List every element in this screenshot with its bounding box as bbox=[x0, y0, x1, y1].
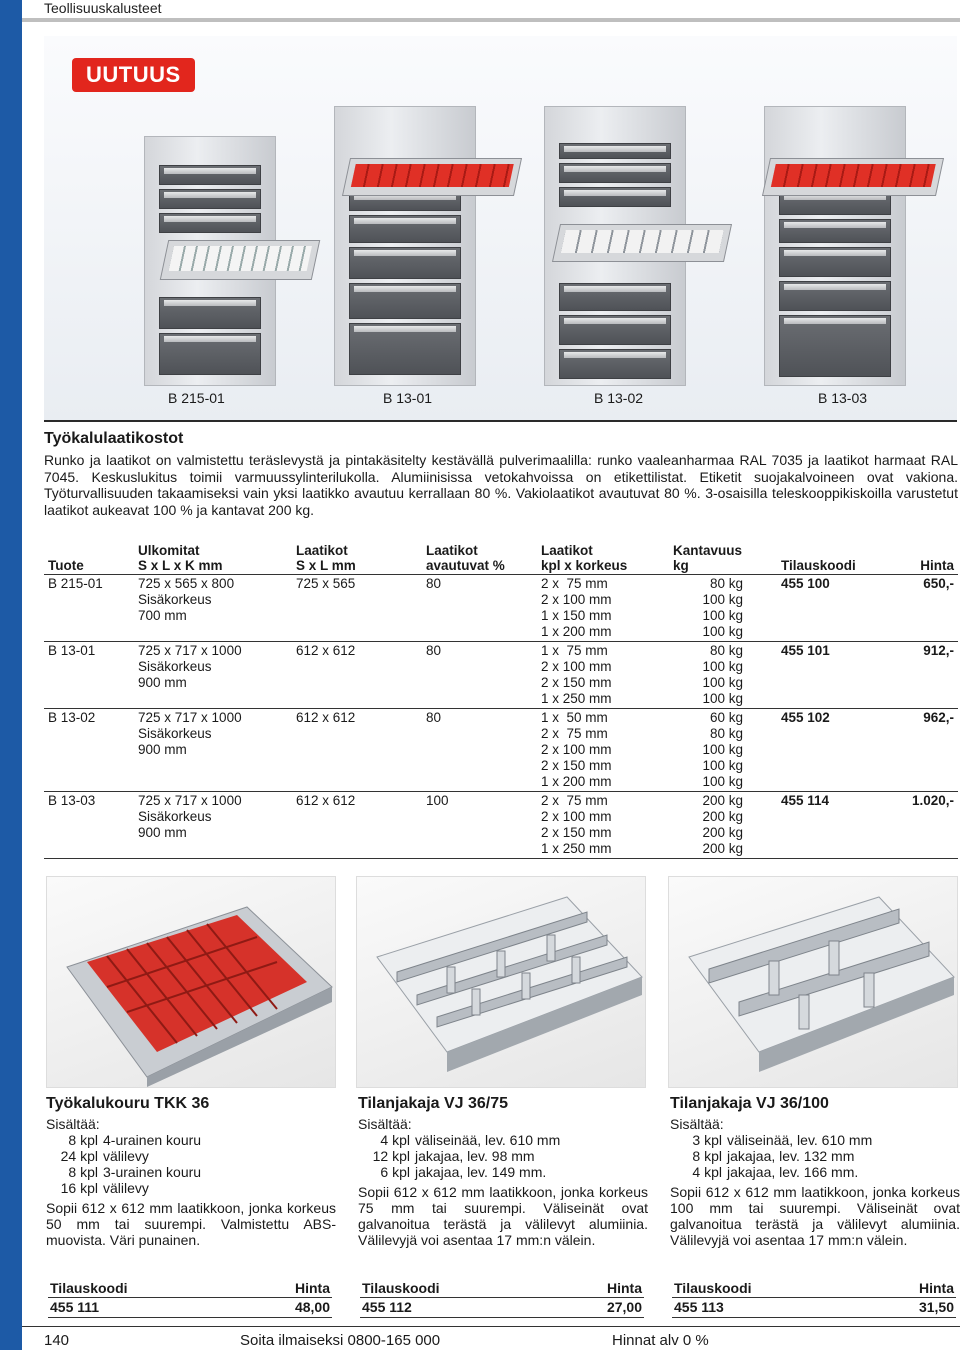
table-row bbox=[44, 575, 958, 642]
order-code-cell: 455 102 bbox=[777, 709, 873, 792]
column-header: Laatikot S x L mm bbox=[292, 544, 422, 575]
outer-dimensions-cell: 725 x 717 x 1000 Sisäkorkeus 900 mm bbox=[134, 709, 292, 792]
item-quantity: 12 kpl bbox=[372, 1148, 410, 1164]
item-quantity: 6 kpl bbox=[380, 1164, 410, 1180]
order-code: 455 111 bbox=[50, 1299, 100, 1315]
table-row bbox=[44, 709, 958, 792]
list-item bbox=[46, 1132, 336, 1148]
section-heading: Työkalulaatikostot bbox=[44, 430, 184, 447]
order-box-tkk-36 bbox=[48, 1280, 332, 1318]
phone-note: Soita ilmaiseksi 0800-165 000 bbox=[240, 1332, 441, 1349]
price: 27,00 bbox=[606, 1299, 642, 1315]
accessory-title: Tilanjakaja VJ 36/75 bbox=[358, 1095, 509, 1112]
contains-label: Sisältää: bbox=[670, 1116, 724, 1132]
column-header: Laatikot avautuvat % bbox=[422, 544, 537, 575]
opening-cell: 80 bbox=[422, 575, 537, 642]
drawer-size-cell: 612 x 612 bbox=[292, 709, 422, 792]
cabinet-b13-01 bbox=[334, 106, 476, 386]
accessory-description: Sopii 612 x 612 mm laatikkoon, jonka korkeus 100 mm tai suurempi. Väliseinät ovat galvanoitua terästä ja välilevyt alumiinia. Välilevyjä voi asentaa 17 mm:n välein. bbox=[670, 1184, 960, 1248]
new-badge: UUTUUS bbox=[72, 58, 195, 92]
price-cell: 1.020,- bbox=[873, 792, 958, 859]
item-text: jakajaa, lev. 132 mm bbox=[727, 1148, 855, 1164]
list-item bbox=[46, 1180, 336, 1196]
item-text: väliseinää, lev. 610 mm bbox=[727, 1132, 873, 1148]
list-item bbox=[670, 1148, 960, 1164]
column-header: Tuote bbox=[44, 544, 134, 575]
price-label: Hinta bbox=[919, 1280, 954, 1296]
order-box-vj-36-100 bbox=[672, 1280, 956, 1318]
price: 31,50 bbox=[918, 1299, 954, 1315]
accessory-title: Työkalukouru TKK 36 bbox=[46, 1095, 210, 1112]
product-cell: B 215-01 bbox=[44, 575, 134, 642]
opening-cell: 80 bbox=[422, 642, 537, 709]
item-quantity: 4 kpl bbox=[380, 1132, 410, 1148]
list-item bbox=[358, 1148, 648, 1164]
price-cell: 650,- bbox=[873, 575, 958, 642]
list-item bbox=[358, 1164, 648, 1180]
drawer-size-cell: 612 x 612 bbox=[292, 792, 422, 859]
item-text: välilevy bbox=[103, 1148, 149, 1164]
load-cell: 80 kg 100 kg 100 kg 100 kg bbox=[669, 642, 777, 709]
accessory-vj-36-75 bbox=[358, 1096, 648, 1248]
item-text: jakajaa, lev. 166 mm. bbox=[727, 1164, 859, 1180]
list-item bbox=[358, 1132, 648, 1148]
item-text: väliseinää, lev. 610 mm bbox=[415, 1132, 561, 1148]
order-code-cell: 455 100 bbox=[777, 575, 873, 642]
load-cell: 200 kg 200 kg 200 kg 200 kg bbox=[669, 792, 777, 859]
price-label: Hinta bbox=[295, 1280, 330, 1296]
contains-label: Sisältää: bbox=[46, 1116, 100, 1132]
column-header: Ulkomitat S x L x K mm bbox=[134, 544, 292, 575]
item-quantity: 4 kpl bbox=[692, 1164, 722, 1180]
item-quantity: 8 kpl bbox=[692, 1148, 722, 1164]
order-code-label: Tilauskoodi bbox=[50, 1280, 128, 1296]
accessory-items bbox=[46, 1132, 336, 1196]
outer-dimensions-cell: 725 x 565 x 800 Sisäkorkeus 700 mm bbox=[134, 575, 292, 642]
header-rule bbox=[22, 18, 960, 22]
opening-cell: 100 bbox=[422, 792, 537, 859]
caption-b215-01: B 215-01 bbox=[168, 390, 225, 406]
accessory-items bbox=[358, 1132, 648, 1180]
item-quantity: 8 kpl bbox=[68, 1164, 98, 1180]
item-text: 3-urainen kouru bbox=[103, 1164, 202, 1180]
caption-b13-02: B 13-02 bbox=[594, 390, 644, 406]
drawers-cell: 2 x 75 mm 2 x 100 mm 2 x 150 mm 1 x 250 mm bbox=[537, 792, 669, 859]
column-header: Tilauskoodi bbox=[777, 544, 873, 575]
order-code: 455 112 bbox=[362, 1299, 412, 1315]
drawer-size-cell: 725 x 565 bbox=[292, 575, 422, 642]
footer-rule bbox=[22, 1326, 960, 1327]
order-box-vj-36-75 bbox=[360, 1280, 644, 1318]
caption-b13-01: B 13-01 bbox=[383, 390, 433, 406]
caption-b13-03: B 13-03 bbox=[818, 390, 868, 406]
item-text: jakajaa, lev. 98 mm bbox=[415, 1148, 535, 1164]
item-text: jakajaa, lev. 149 mm. bbox=[415, 1164, 547, 1180]
order-code-label: Tilauskoodi bbox=[674, 1280, 752, 1296]
accessory-tkk-36 bbox=[46, 1096, 336, 1248]
list-item bbox=[670, 1132, 960, 1148]
photo-tkk-36 bbox=[46, 876, 336, 1088]
outer-dimensions-cell: 725 x 717 x 1000 Sisäkorkeus 900 mm bbox=[134, 792, 292, 859]
table-row bbox=[44, 792, 958, 859]
column-header: Laatikot kpl x korkeus bbox=[537, 544, 669, 575]
photo-vj-36-75 bbox=[356, 876, 646, 1088]
item-text: välilevy bbox=[103, 1180, 149, 1196]
accessory-items bbox=[670, 1132, 960, 1180]
product-cell: B 13-02 bbox=[44, 709, 134, 792]
drawers-cell: 1 x 50 mm 2 x 75 mm 2 x 100 mm 2 x 150 mm 1 x 200 mm bbox=[537, 709, 669, 792]
section-title: Teollisuuskalusteet bbox=[44, 0, 162, 16]
price-label: Hinta bbox=[607, 1280, 642, 1296]
table-row bbox=[44, 642, 958, 709]
list-item bbox=[46, 1148, 336, 1164]
order-code-cell: 455 101 bbox=[777, 642, 873, 709]
side-color-bar bbox=[0, 0, 22, 1350]
drawers-cell: 1 x 75 mm 2 x 100 mm 2 x 150 mm 1 x 250 mm bbox=[537, 642, 669, 709]
price: 48,00 bbox=[294, 1299, 330, 1315]
outer-dimensions-cell: 725 x 717 x 1000 Sisäkorkeus 900 mm bbox=[134, 642, 292, 709]
load-cell: 60 kg 80 kg 100 kg 100 kg 100 kg bbox=[669, 709, 777, 792]
list-item bbox=[670, 1164, 960, 1180]
product-cell: B 13-03 bbox=[44, 792, 134, 859]
accessory-description: Sopii 612 x 612 mm laatikkoon, jonka korkeus 50 mm tai suurempi. Valmistettu ABS-muovista. Väri punainen. bbox=[46, 1200, 336, 1248]
drawer-size-cell: 612 x 612 bbox=[292, 642, 422, 709]
item-quantity: 16 kpl bbox=[60, 1180, 98, 1196]
item-text: 4-urainen kouru bbox=[103, 1132, 202, 1148]
list-item bbox=[46, 1164, 336, 1180]
cabinet-b13-03 bbox=[764, 106, 906, 386]
contains-label: Sisältää: bbox=[358, 1116, 412, 1132]
photo-vj-36-100 bbox=[668, 876, 958, 1088]
intro-paragraph: Runko ja laatikot on valmistettu teräslevystä ja pintakäsitelty kestävällä pulverimaalilla: runko vaaleanharmaa RAL 7035 ja laatikot harmaat RAL 7045. Keskuslukitus toimii varmuussylinterilukolla. Alumiinisissa vetokahvoissa on etikettilistat. Etiketit suojakalvoineen ovat vakiona. Työturvallisuuden takaamiseksi vain yksi laatikko avautuu kerrallaan 80 %. Vakiolaatikot avautuvat 80 %. 3-osaisilla teleskooppikiskoilla varustetut laatikot aukeavat 100 % ja kantavat 200 kg. bbox=[44, 452, 958, 518]
order-code-cell: 455 114 bbox=[777, 792, 873, 859]
opening-cell: 80 bbox=[422, 709, 537, 792]
price-cell: 962,- bbox=[873, 709, 958, 792]
item-quantity: 24 kpl bbox=[60, 1148, 98, 1164]
vat-note: Hinnat alv 0 % bbox=[612, 1332, 709, 1349]
order-code-label: Tilauskoodi bbox=[362, 1280, 440, 1296]
column-header: Hinta bbox=[873, 544, 958, 575]
load-cell: 80 kg 100 kg 100 kg 100 kg bbox=[669, 575, 777, 642]
item-quantity: 3 kpl bbox=[692, 1132, 722, 1148]
page-number: 140 bbox=[44, 1332, 70, 1349]
product-hero-image bbox=[44, 36, 957, 422]
accessory-title: Tilanjakaja VJ 36/100 bbox=[670, 1095, 829, 1112]
drawers-cell: 2 x 75 mm 2 x 100 mm 1 x 150 mm 1 x 200 mm bbox=[537, 575, 669, 642]
price-cell: 912,- bbox=[873, 642, 958, 709]
product-cell: B 13-01 bbox=[44, 642, 134, 709]
spec-table bbox=[44, 544, 958, 859]
item-quantity: 8 kpl bbox=[68, 1132, 98, 1148]
column-header: Kantavuus kg bbox=[669, 544, 777, 575]
accessory-vj-36-100 bbox=[670, 1096, 960, 1248]
order-code: 455 113 bbox=[674, 1299, 724, 1315]
accessory-description: Sopii 612 x 612 mm laatikkoon, jonka korkeus 75 mm tai suurempi. Väliseinät ovat galvanoitua terästä ja välilevyt alumiinia. Välilevyjä voi asentaa 17 mm:n välein. bbox=[358, 1184, 648, 1248]
